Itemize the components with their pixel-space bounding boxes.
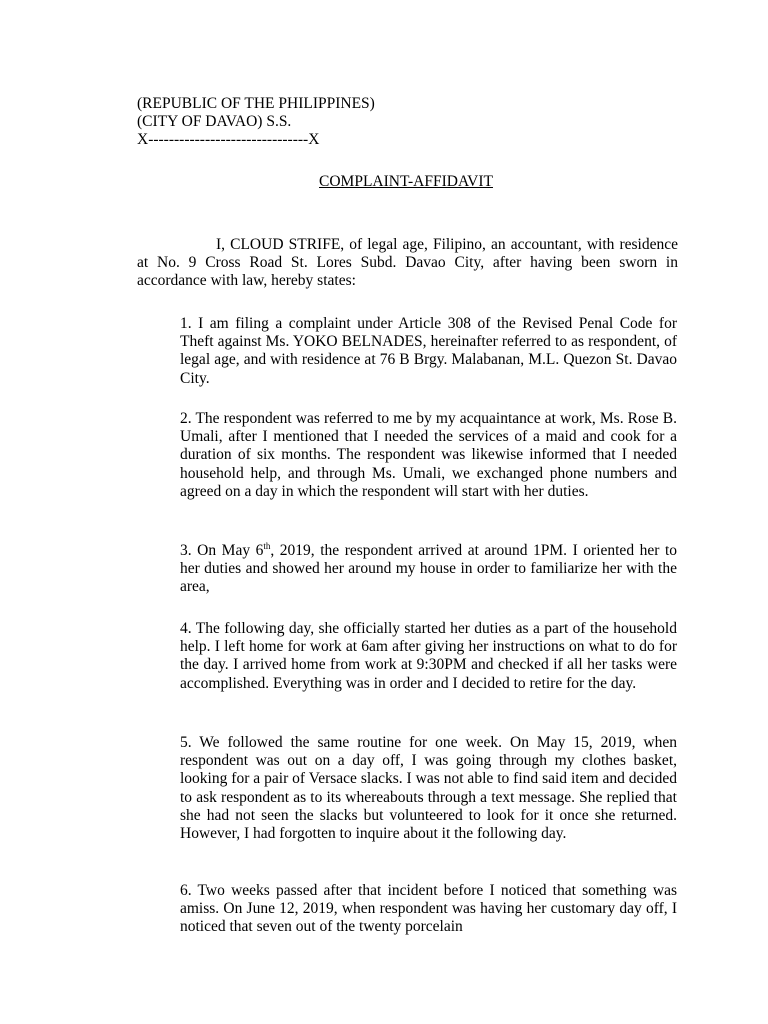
paragraph-5: 5. We followed the same routine for one week. On May 15, 2019, when respondent was out on a day off, I was going through my clothes basket, looking for a pair of Versace slacks. I was not able to find said item and decided to ask respondent as to its whereabouts through a text message. She replied that she had not seen the slacks but volunteered to look for it once she returned. However, I had forgotten to inquire about it the following day. [180, 734, 677, 843]
venue-caption [137, 95, 375, 149]
paragraph-4: 4. The following day, she officially started her duties as a part of the household help. I left home for work at 6am after giving her instructions on what to do for the day. I arrived home from work at 9:30PM and checked if all her tasks were accomplished. Everything was in order and I decided to retire for the day. [180, 620, 677, 692]
intro-paragraph: I, CLOUD STRIFE, of legal age, Filipino, an accountant, with residence at No. 9 Cross Road St. Lores Subd. Davao City, after having been sworn in accordance with law, hereby states: [137, 236, 678, 290]
paragraph-1: 1. I am filing a complaint under Article 308 of the Revised Penal Code for Theft against Ms. YOKO BELNADES, hereinafter referred to as respondent, of legal age, and with residence at 76 B Brgy. Malabanan, M.L. Quezon St. Davao City. [180, 315, 677, 387]
paragraph-6: 6. Two weeks passed after that incident before I noticed that something was amiss. On June 12, 2019, when respondent was having her customary day off, I noticed that seven out of the twenty porcelain [180, 882, 677, 936]
ordinal-suffix: th [263, 540, 271, 551]
caption-city: (CITY OF DAVAO) S.S. [137, 113, 292, 130]
caption-republic: (REPUBLIC OF THE PHILIPPINES) [137, 95, 375, 112]
document-title: COMPLAINT-AFFIDAVIT [319, 173, 493, 190]
caption-separator: X-------------------------------X [137, 131, 320, 148]
paragraph-3 [180, 542, 677, 597]
paragraph-3-rest: , 2019, the respondent arrived at around 1PM. I oriented her to her duties and showed her around my house in order to familiarize her with the area, [180, 542, 678, 596]
paragraph-3-start: 3. On May 6 [180, 542, 264, 559]
paragraph-2: 2. The respondent was referred to me by my acquaintance at work, Ms. Rose B. Umali, after I mentioned that I needed the services of a maid and cook for a duration of six months. The respondent was likewise informed that I needed household help, and through Ms. Umali, we exchanged phone numbers and agreed on a day in which the respondent will start with her duties. [180, 410, 677, 500]
